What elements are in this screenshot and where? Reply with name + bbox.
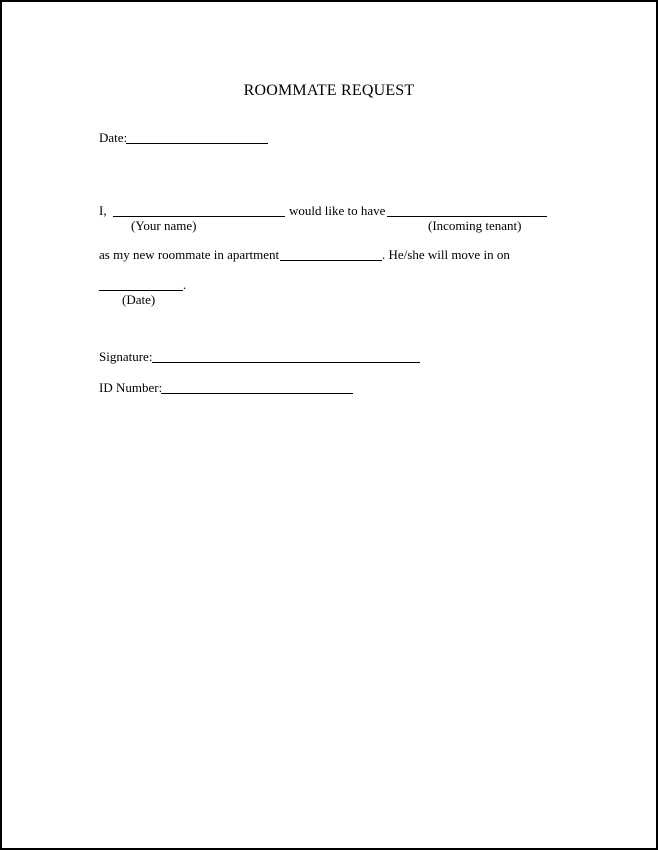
signature-blank[interactable] <box>152 362 420 363</box>
page-title: ROOMMATE REQUEST <box>243 82 415 99</box>
date-label: Date: <box>99 130 128 145</box>
id-number-blank[interactable] <box>161 393 353 394</box>
line1-prefix: I, <box>99 203 107 218</box>
incoming-tenant-blank[interactable] <box>387 216 547 217</box>
line2-suffix: . He/she will move in on <box>382 247 510 262</box>
line3-suffix: . <box>183 277 187 292</box>
apartment-blank[interactable] <box>280 260 382 261</box>
date-caption: (Date) <box>122 292 156 307</box>
id-number-label: ID Number: <box>99 380 163 395</box>
your-name-caption: (Your name) <box>131 218 197 233</box>
move-in-date-blank[interactable] <box>99 290 183 291</box>
line1-middle: would like to have <box>289 203 386 218</box>
your-name-blank[interactable] <box>113 216 285 217</box>
date-blank[interactable] <box>126 143 268 144</box>
line2-prefix: as my new roommate in apartment <box>99 247 280 262</box>
signature-label: Signature: <box>99 349 153 364</box>
incoming-tenant-caption: (Incoming tenant) <box>428 218 522 233</box>
